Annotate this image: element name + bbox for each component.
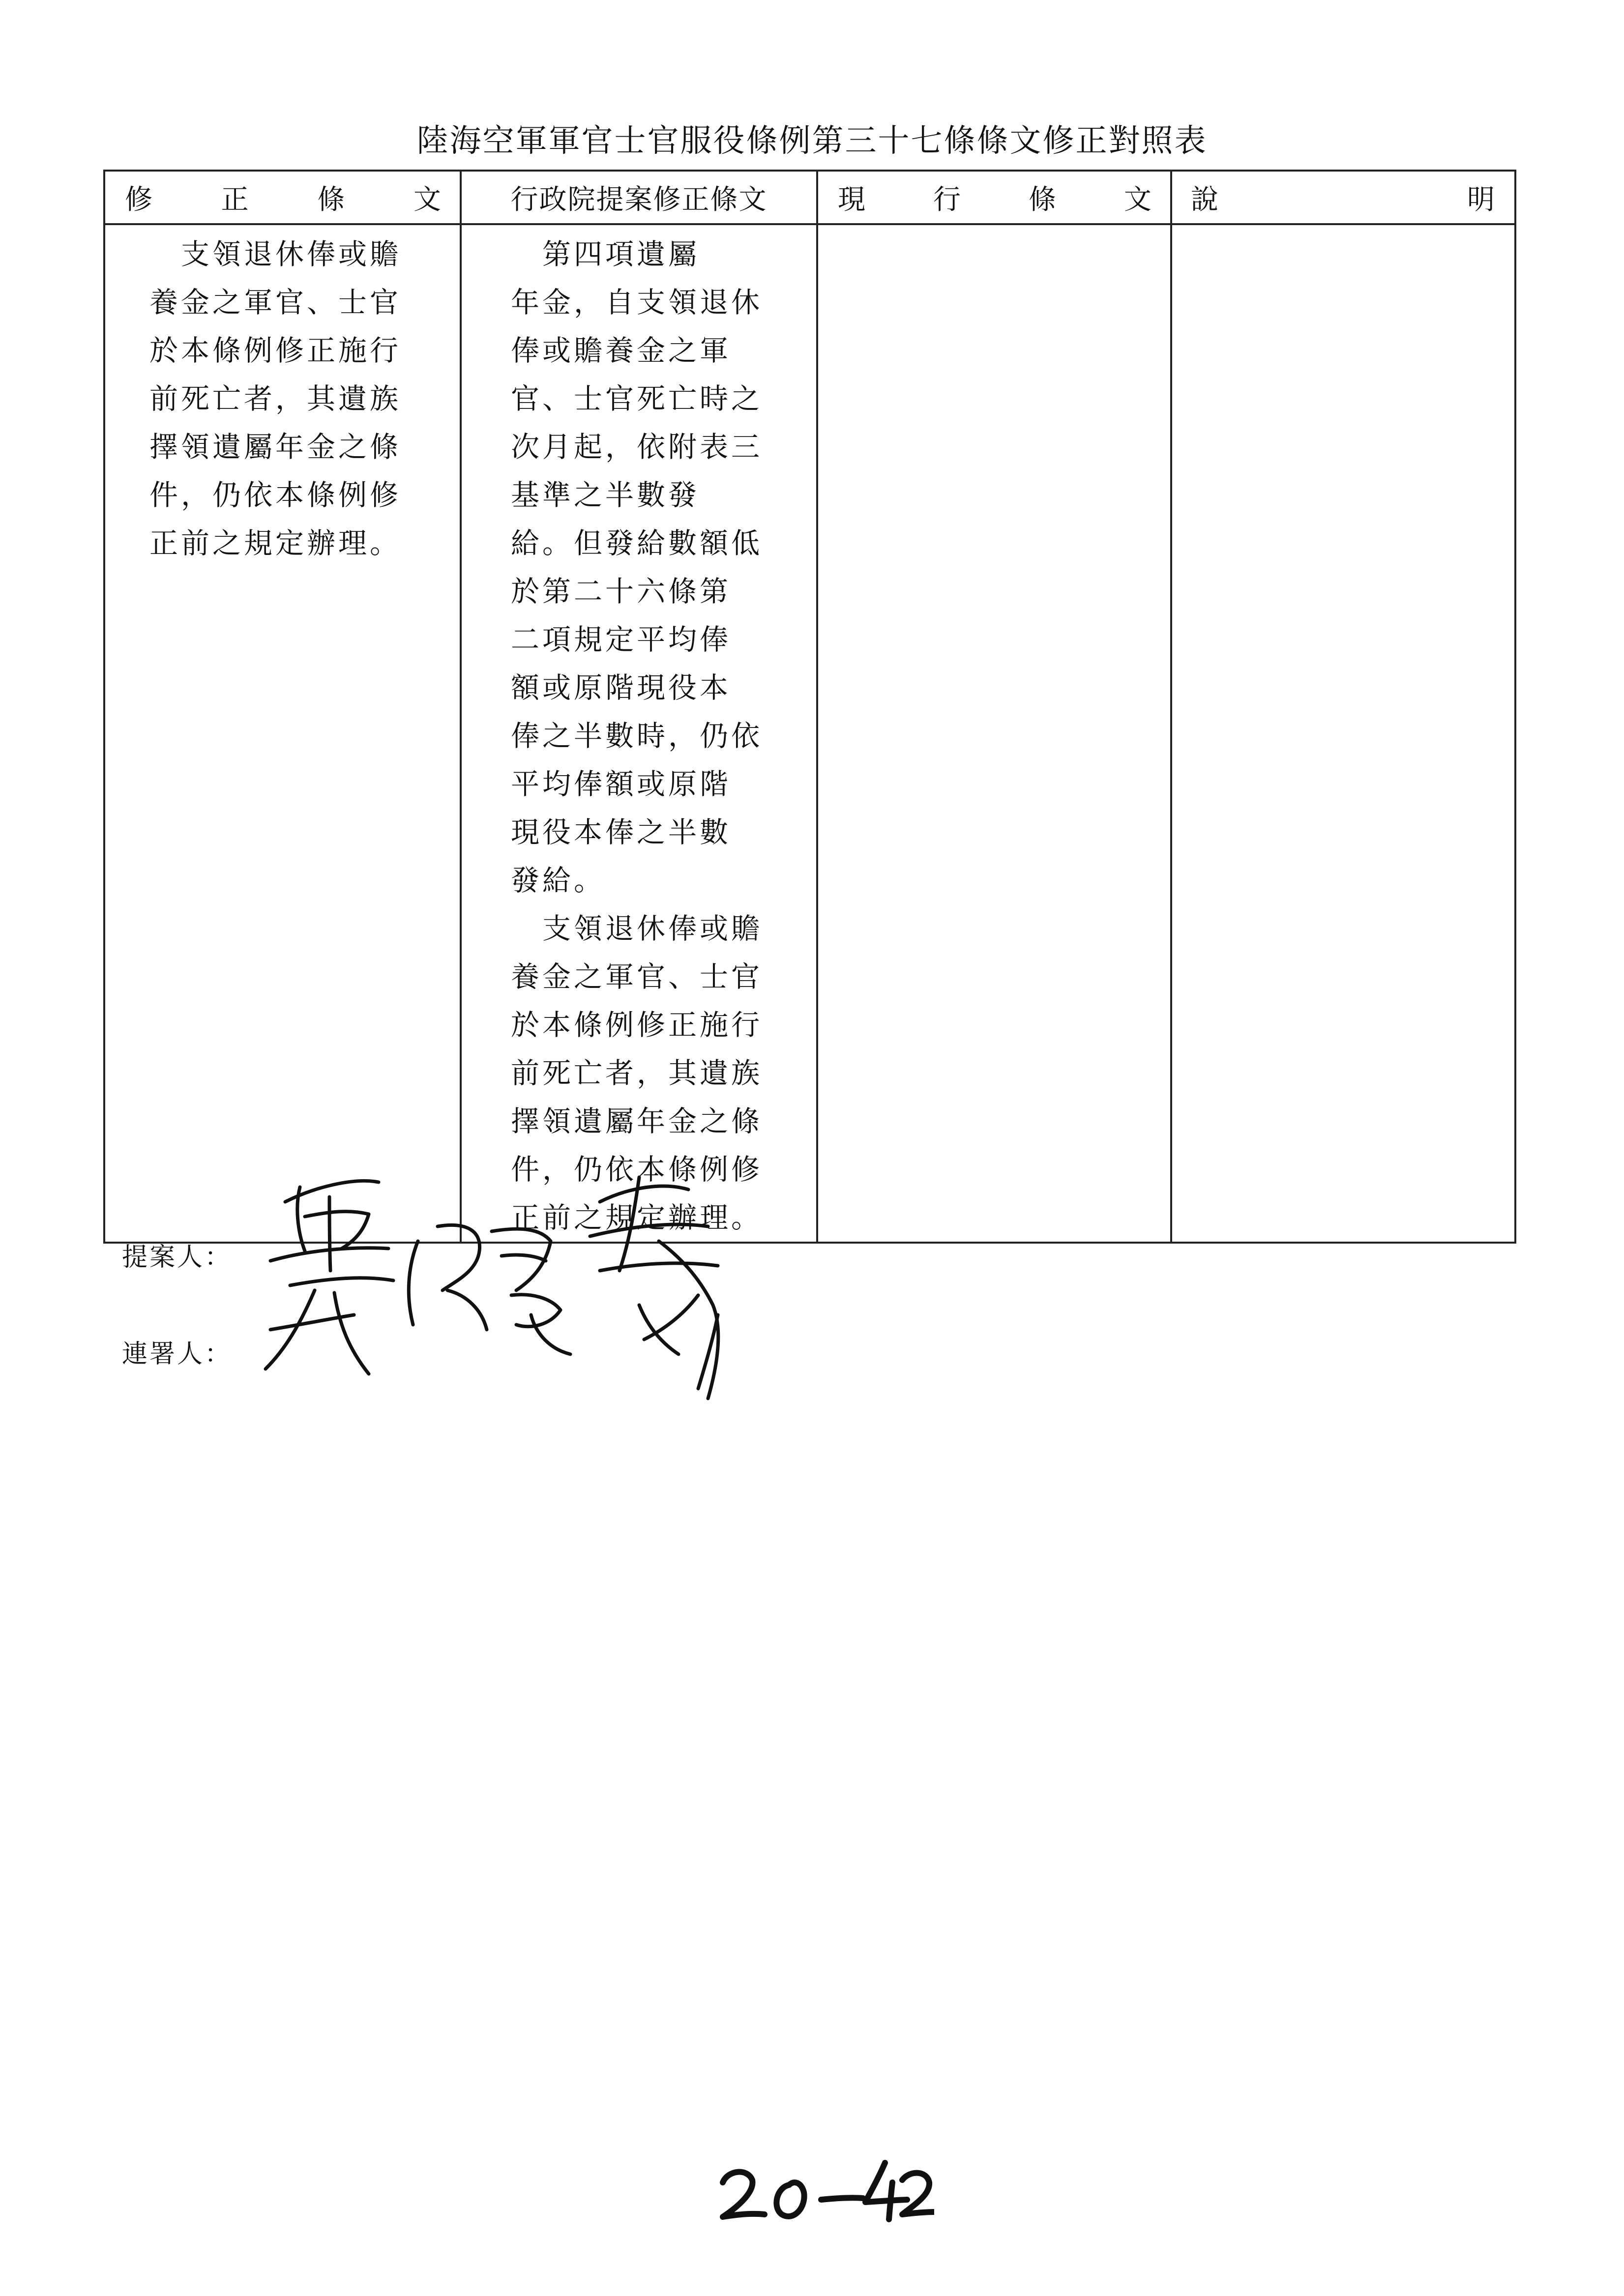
header-amended [104,171,461,224]
cell-executive-yuan [461,224,817,1243]
header-executive-yuan [461,171,817,224]
header-current [817,171,1171,224]
header-executive-yuan-label: 行政院提案修正條文 [510,183,768,216]
cell-amended [104,224,461,1243]
cosigner-label: 連署人： [122,1339,233,1369]
proposer-label: 提案人： [122,1243,233,1272]
cell-current [817,224,1171,1243]
header-explanation [1171,171,1515,224]
comparison-table [103,170,1516,1244]
table-header-row [104,171,1515,224]
table-row [104,224,1515,1243]
header-current-label: 現 行 條 文 [838,183,1152,216]
document-title: 陸海空軍軍官士官服役條例第三十七條條文修正對照表 [416,123,1208,159]
current-text [818,225,1170,230]
amended-text: 支領退休俸或贍 養金之軍官、士官 於本條例修正施行 前死亡者，其遺族 擇領遺屬年金之條 件，仍依本條例修 正前之規定辦理。 [149,237,402,560]
handwritten-signature [256,1167,787,1423]
explanation-text [1172,225,1514,230]
header-amended-label: 修 正 條 文 [125,183,441,216]
header-explanation-label: 說 明 [1191,183,1495,216]
handwritten-page-number [708,2153,934,2227]
executive-yuan-text: 第四項遺屬 年金，自支領退休 俸或贍養金之軍 官、士官死亡時之 次月起，依附表三 基準之半數發 給。但發給數額低 於第二十六條第 二項規定平均俸 額或原階現役本 俸之半數時，仍依 平均俸額或原階 現役本俸之半數 發給。 支領退休俸或贍 養金之軍官、士官 於本條例修正施行 前死亡者，其遺族 擇領遺屬年金之條 件，仍依本條例修 正前之規定辦理。 [511,237,763,1234]
cell-explanation [1171,224,1515,1243]
